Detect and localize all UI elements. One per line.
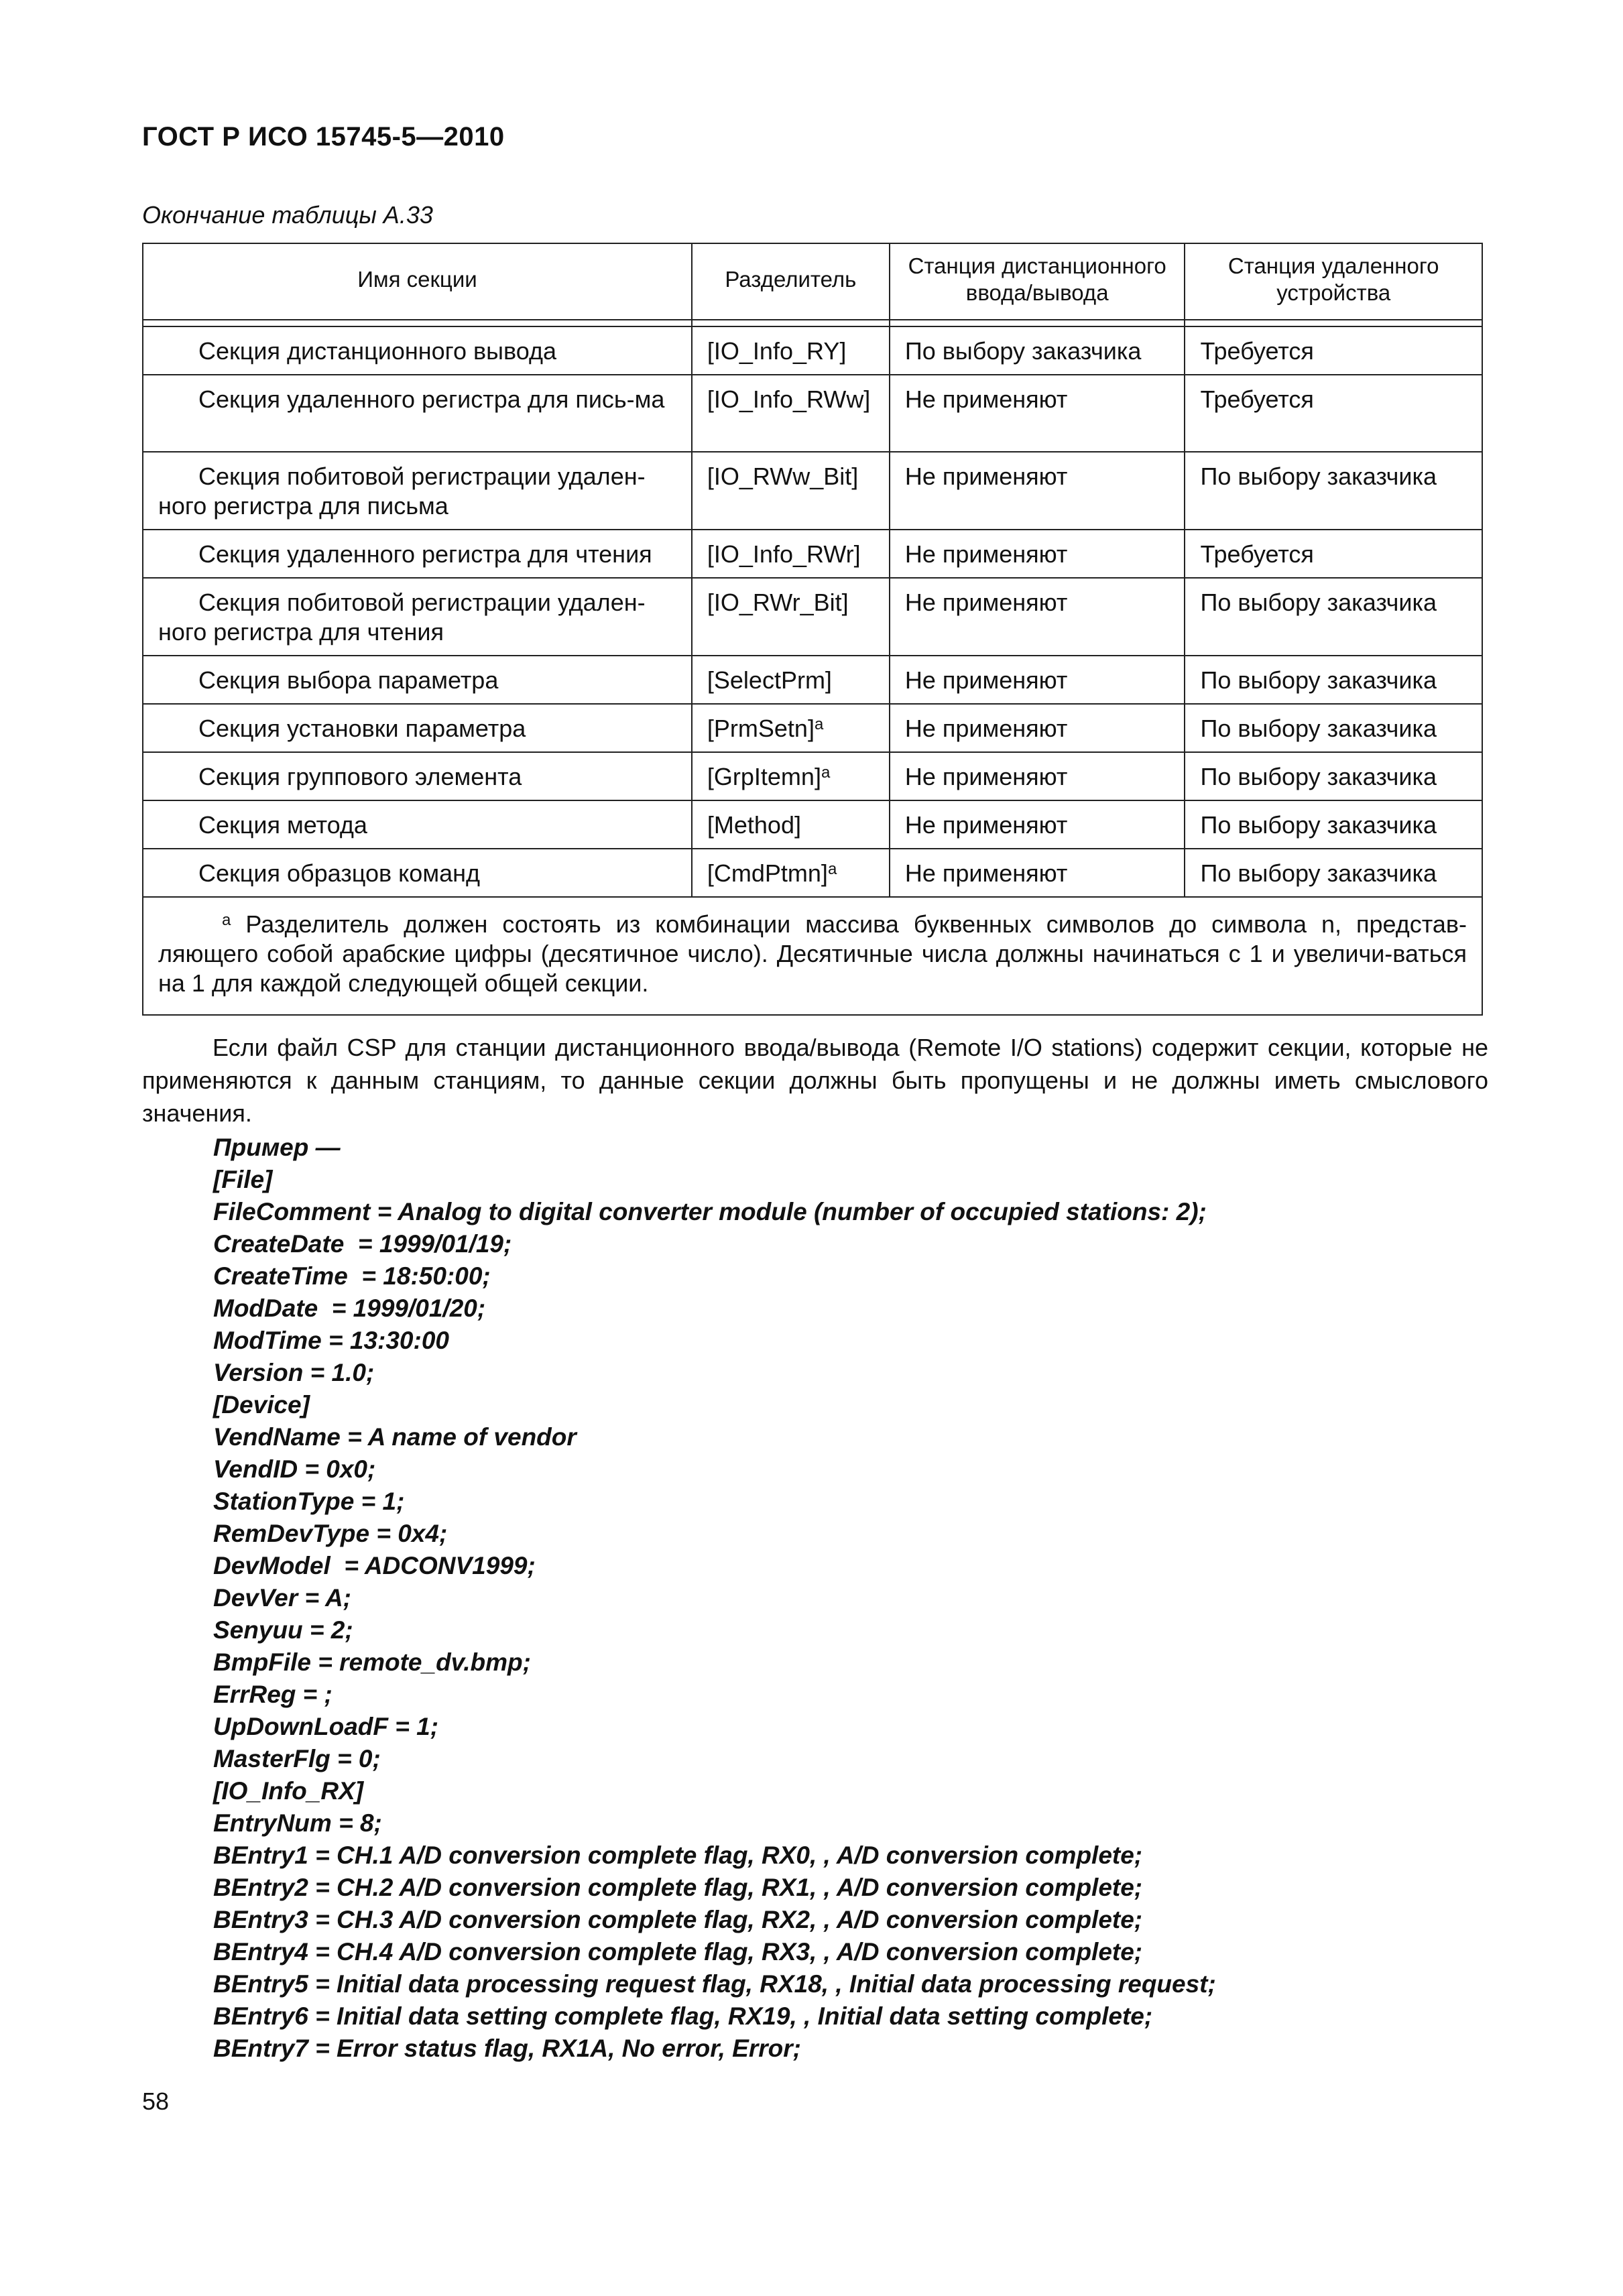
- cell-separator: [IO_Info_RWw]: [692, 375, 890, 452]
- cell-section-name: Секция дистанционного вывода: [143, 326, 692, 375]
- table-header-row: [143, 243, 1482, 320]
- cell-device-station: Требуется: [1185, 326, 1482, 375]
- sections-table: [142, 243, 1483, 1016]
- code-line: Пример —: [213, 1134, 341, 1161]
- code-line: BEntry4 = CH.4 A/D conversion complete flag, RX3, , A/D conversion complete;: [213, 1938, 1143, 1966]
- table-row: [143, 375, 1482, 452]
- code-line: CreateDate = 1999/01/19;: [213, 1230, 512, 1258]
- code-line: VendID = 0x0;: [213, 1455, 376, 1483]
- cell-section-name: Секция метода: [143, 800, 692, 849]
- cell-section-name: Секция установки параметра: [143, 704, 692, 752]
- cell-io-station: Не применяют: [890, 452, 1185, 530]
- cell-section-name: Секция побитовой регистрации удален-ного регистра для письма: [143, 452, 692, 530]
- cell-io-station: Не применяют: [890, 752, 1185, 800]
- cell-device-station: По выбору заказчика: [1185, 452, 1482, 530]
- code-line: BEntry5 = Initial data processing request flag, RX18, , Initial data processing request;: [213, 1970, 1216, 1998]
- cell-device-station: По выбору заказчика: [1185, 752, 1482, 800]
- table-row: [143, 326, 1482, 375]
- table-row: [143, 452, 1482, 530]
- code-line: FileComment = Analog to digital converter module (number of occupied stations: 2);: [213, 1198, 1207, 1225]
- cell-device-station: По выбору заказчика: [1185, 704, 1482, 752]
- document-header: ГОСТ Р ИСО 15745-5—2010: [142, 122, 505, 152]
- code-line: ModDate = 1999/01/20;: [213, 1294, 486, 1322]
- cell-section-name: Секция выбора параметра: [143, 656, 692, 704]
- code-line: BEntry6 = Initial data setting complete flag, RX19, , Initial data setting complete;: [213, 2002, 1153, 2030]
- cell-io-station: Не применяют: [890, 530, 1185, 578]
- body-paragraph: Если файл CSP для станции дистанционного ввода/вывода (Remote I/O stations) содержит секции, которые не применяются к данным станциям, то данные секции должны быть пропущены и не должны иметь смыслового значения.: [142, 1034, 1488, 1127]
- code-line: RemDevType = 0x4;: [213, 1520, 448, 1547]
- code-line: [Device]: [213, 1391, 310, 1418]
- cell-io-station: Не применяют: [890, 704, 1185, 752]
- cell-section-name: Секция образцов команд: [143, 849, 692, 897]
- table-row: [143, 704, 1482, 752]
- code-line: MasterFlg = 0;: [213, 1745, 381, 1772]
- code-line: DevModel = ADCONV1999;: [213, 1552, 536, 1579]
- cell-separator: [SelectPrm]: [692, 656, 890, 704]
- column-header-device-station: Станция удаленного устройства: [1185, 243, 1482, 320]
- table-row: [143, 656, 1482, 704]
- cell-separator: [IO_RWw_Bit]: [692, 452, 890, 530]
- footnote-mark: a: [222, 911, 231, 929]
- code-line: UpDownLoadF = 1;: [213, 1713, 439, 1740]
- code-line: EntryNum = 8;: [213, 1809, 382, 1837]
- code-line: ErrReg = ;: [213, 1681, 333, 1708]
- code-line: CreateTime = 18:50:00;: [213, 1262, 491, 1290]
- cell-separator: [IO_Info_RWr]: [692, 530, 890, 578]
- cell-separator: [PrmSetn]$^a$: [692, 704, 890, 752]
- page-number: 58: [142, 2088, 170, 2115]
- column-header-io-station: Станция дистанционного ввода/вывода: [890, 243, 1185, 320]
- code-line: [IO_Info_RX]: [213, 1777, 364, 1805]
- code-line: BEntry2 = CH.2 A/D conversion complete flag, RX1, , A/D conversion complete;: [213, 1874, 1143, 1901]
- cell-device-station: Требуется: [1185, 530, 1482, 578]
- code-line: Senyuu = 2;: [213, 1616, 353, 1644]
- table-row: [143, 530, 1482, 578]
- table-row: [143, 849, 1482, 897]
- cell-io-station: Не применяют: [890, 656, 1185, 704]
- cell-device-station: По выбору заказчика: [1185, 656, 1482, 704]
- code-line: ModTime = 13:30:00: [213, 1327, 449, 1354]
- column-header-section-name: Имя секции: [143, 243, 692, 320]
- code-line: BEntry7 = Error status flag, RX1A, No error, Error;: [213, 2035, 801, 2062]
- cell-separator: [IO_RWr_Bit]: [692, 578, 890, 656]
- footnote-text: Разделитель должен состоять из комбинации массива буквенных символов до символа n, представ-ляющего собой арабские цифры (десятичное число). Десятичные числа должны начинаться с 1 и увеличи-ваться на 1 для каждой следующей общей секции.: [158, 910, 1467, 997]
- table-row: [143, 578, 1482, 656]
- cell-separator: [CmdPtmn]$^a$: [692, 849, 890, 897]
- table-footnote: [143, 897, 1482, 1015]
- header-separator: [143, 320, 1482, 326]
- table-body: [143, 326, 1482, 1015]
- code-line: VendName = A name of vendor: [213, 1423, 577, 1451]
- cell-io-station: Не применяют: [890, 800, 1185, 849]
- cell-section-name: Секция удаленного регистра для пись-ма: [143, 375, 692, 452]
- table-row: [143, 800, 1482, 849]
- cell-io-station: Не применяют: [890, 375, 1185, 452]
- cell-io-station: Не применяют: [890, 578, 1185, 656]
- cell-separator: [IO_Info_RY]: [692, 326, 890, 375]
- cell-device-station: По выбору заказчика: [1185, 578, 1482, 656]
- code-line: [File]: [213, 1166, 273, 1193]
- cell-device-station: По выбору заказчика: [1185, 800, 1482, 849]
- cell-section-name: Секция удаленного регистра для чтения: [143, 530, 692, 578]
- cell-separator: [Method]: [692, 800, 890, 849]
- table-footnote-row: [143, 897, 1482, 1015]
- cell-device-station: По выбору заказчика: [1185, 849, 1482, 897]
- cell-section-name: Секция группового элемента: [143, 752, 692, 800]
- cell-section-name: Секция побитовой регистрации удален-ного регистра для чтения: [143, 578, 692, 656]
- cell-io-station: По выбору заказчика: [890, 326, 1185, 375]
- cell-device-station: Требуется: [1185, 375, 1482, 452]
- cell-separator: [GrpItemn]$^a$: [692, 752, 890, 800]
- code-line: BEntry1 = CH.1 A/D conversion complete flag, RX0, , A/D conversion complete;: [213, 1841, 1143, 1869]
- column-header-separator: Разделитель: [692, 243, 890, 320]
- cell-io-station: Не применяют: [890, 849, 1185, 897]
- code-line: BEntry3 = CH.3 A/D conversion complete flag, RX2, , A/D conversion complete;: [213, 1906, 1143, 1933]
- code-line: Version = 1.0;: [213, 1359, 375, 1386]
- code-example: [213, 1132, 1216, 2065]
- code-line: DevVer = A;: [213, 1584, 351, 1612]
- code-line: StationType = 1;: [213, 1488, 405, 1515]
- table-row: [143, 752, 1482, 800]
- code-line: BmpFile = remote_dv.bmp;: [213, 1648, 531, 1676]
- table-caption: Окончание таблицы А.33: [142, 201, 433, 229]
